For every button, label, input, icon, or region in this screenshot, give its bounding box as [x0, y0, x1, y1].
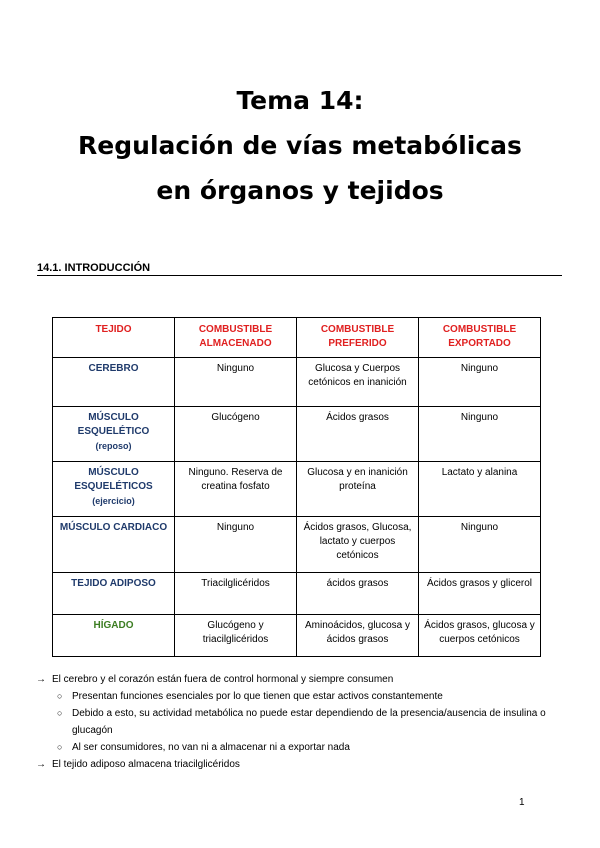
exported-cell: Ácidos grasos y glicerol — [419, 573, 541, 615]
table-row — [53, 462, 541, 517]
list-item — [36, 671, 566, 688]
title-line-3: en órganos y tejidos — [156, 176, 444, 205]
stored-cell: Ninguno — [175, 358, 297, 407]
table-row — [53, 615, 541, 657]
notes-list — [36, 671, 566, 773]
tissue-name: MÚSCULO ESQUELÉTICO — [77, 412, 150, 437]
exported-cell: Ninguno — [419, 517, 541, 573]
table-row — [53, 358, 541, 407]
preferred-cell: Ácidos grasos, Glucosa, lactato y cuerpos cetónicos — [297, 517, 419, 573]
preferred-cell: Aminoácidos, glucosa y ácidos grasos — [297, 615, 419, 657]
arrow-icon: → — [36, 759, 46, 770]
exported-cell: Ácidos grasos, glucosa y cuerpos cetónicos — [419, 615, 541, 657]
page-title — [0, 78, 600, 213]
list-item — [36, 688, 566, 705]
note-text: Al ser consumidores, no van ni a almacenar ni a exportar nada — [72, 742, 350, 753]
preferred-cell: Glucosa y en inanición proteína — [297, 462, 419, 517]
bullet-icon: ○ — [57, 708, 63, 718]
header-preferido: COMBUSTIBLE PREFERIDO — [297, 318, 419, 358]
page-number: 1 — [519, 797, 525, 808]
exported-cell: Ninguno — [419, 407, 541, 462]
tissue-cell: MÚSCULO CARDIACO — [53, 517, 175, 573]
list-item — [36, 739, 566, 756]
stored-cell: Ninguno. Reserva de creatina fosfato — [175, 462, 297, 517]
table-row — [53, 407, 541, 462]
note-text: Presentan funciones esenciales por lo que tienen que estar activos constantemente — [72, 691, 443, 702]
note-text: El cerebro y el corazón están fuera de control hormonal y siempre consumen — [52, 674, 394, 685]
title-line-1: Tema 14: — [236, 86, 364, 115]
table-row — [53, 573, 541, 615]
tissue-cell — [53, 462, 175, 517]
preferred-cell: Ácidos grasos — [297, 407, 419, 462]
bullet-icon: ○ — [57, 691, 63, 701]
list-item — [36, 756, 566, 773]
exported-cell: Lactato y alanina — [419, 462, 541, 517]
header-almacenado: COMBUSTIBLE ALMACENADO — [175, 318, 297, 358]
stored-cell: Ninguno — [175, 517, 297, 573]
tissue-note: (reposo) — [95, 441, 132, 451]
table-header-row — [53, 318, 541, 358]
tissue-cell: CEREBRO — [53, 358, 175, 407]
arrow-icon: → — [36, 674, 46, 685]
list-item — [36, 705, 566, 739]
title-line-2: Regulación de vías metabólicas — [78, 131, 522, 160]
header-exportado: COMBUSTIBLE EXPORTADO — [419, 318, 541, 358]
table-row — [53, 517, 541, 573]
stored-cell: Glucógeno — [175, 407, 297, 462]
stored-cell: Triacilglicéridos — [175, 573, 297, 615]
note-text: El tejido adiposo almacena triacilglicéridos — [52, 759, 240, 770]
preferred-cell: Glucosa y Cuerpos cetónicos en inanición — [297, 358, 419, 407]
tissue-note: (ejercicio) — [92, 496, 135, 506]
tissue-cell: TEJIDO ADIPOSO — [53, 573, 175, 615]
tissue-cell — [53, 407, 175, 462]
section-heading: 14.1. INTRODUCCIÓN — [37, 261, 562, 276]
note-text: Debido a esto, su actividad metabólica no puede estar dependiendo de la presencia/ausencia de insulina o glucagón — [72, 708, 546, 736]
exported-cell: Ninguno — [419, 358, 541, 407]
tissue-name: MÚSCULO ESQUELÉTICOS — [74, 467, 153, 492]
fuel-table — [52, 317, 541, 657]
tissue-cell: HÍGADO — [53, 615, 175, 657]
bullet-icon: ○ — [57, 742, 63, 752]
header-tejido: TEJIDO — [53, 318, 175, 358]
stored-cell: Glucógeno y triacilglicéridos — [175, 615, 297, 657]
preferred-cell: ácidos grasos — [297, 573, 419, 615]
